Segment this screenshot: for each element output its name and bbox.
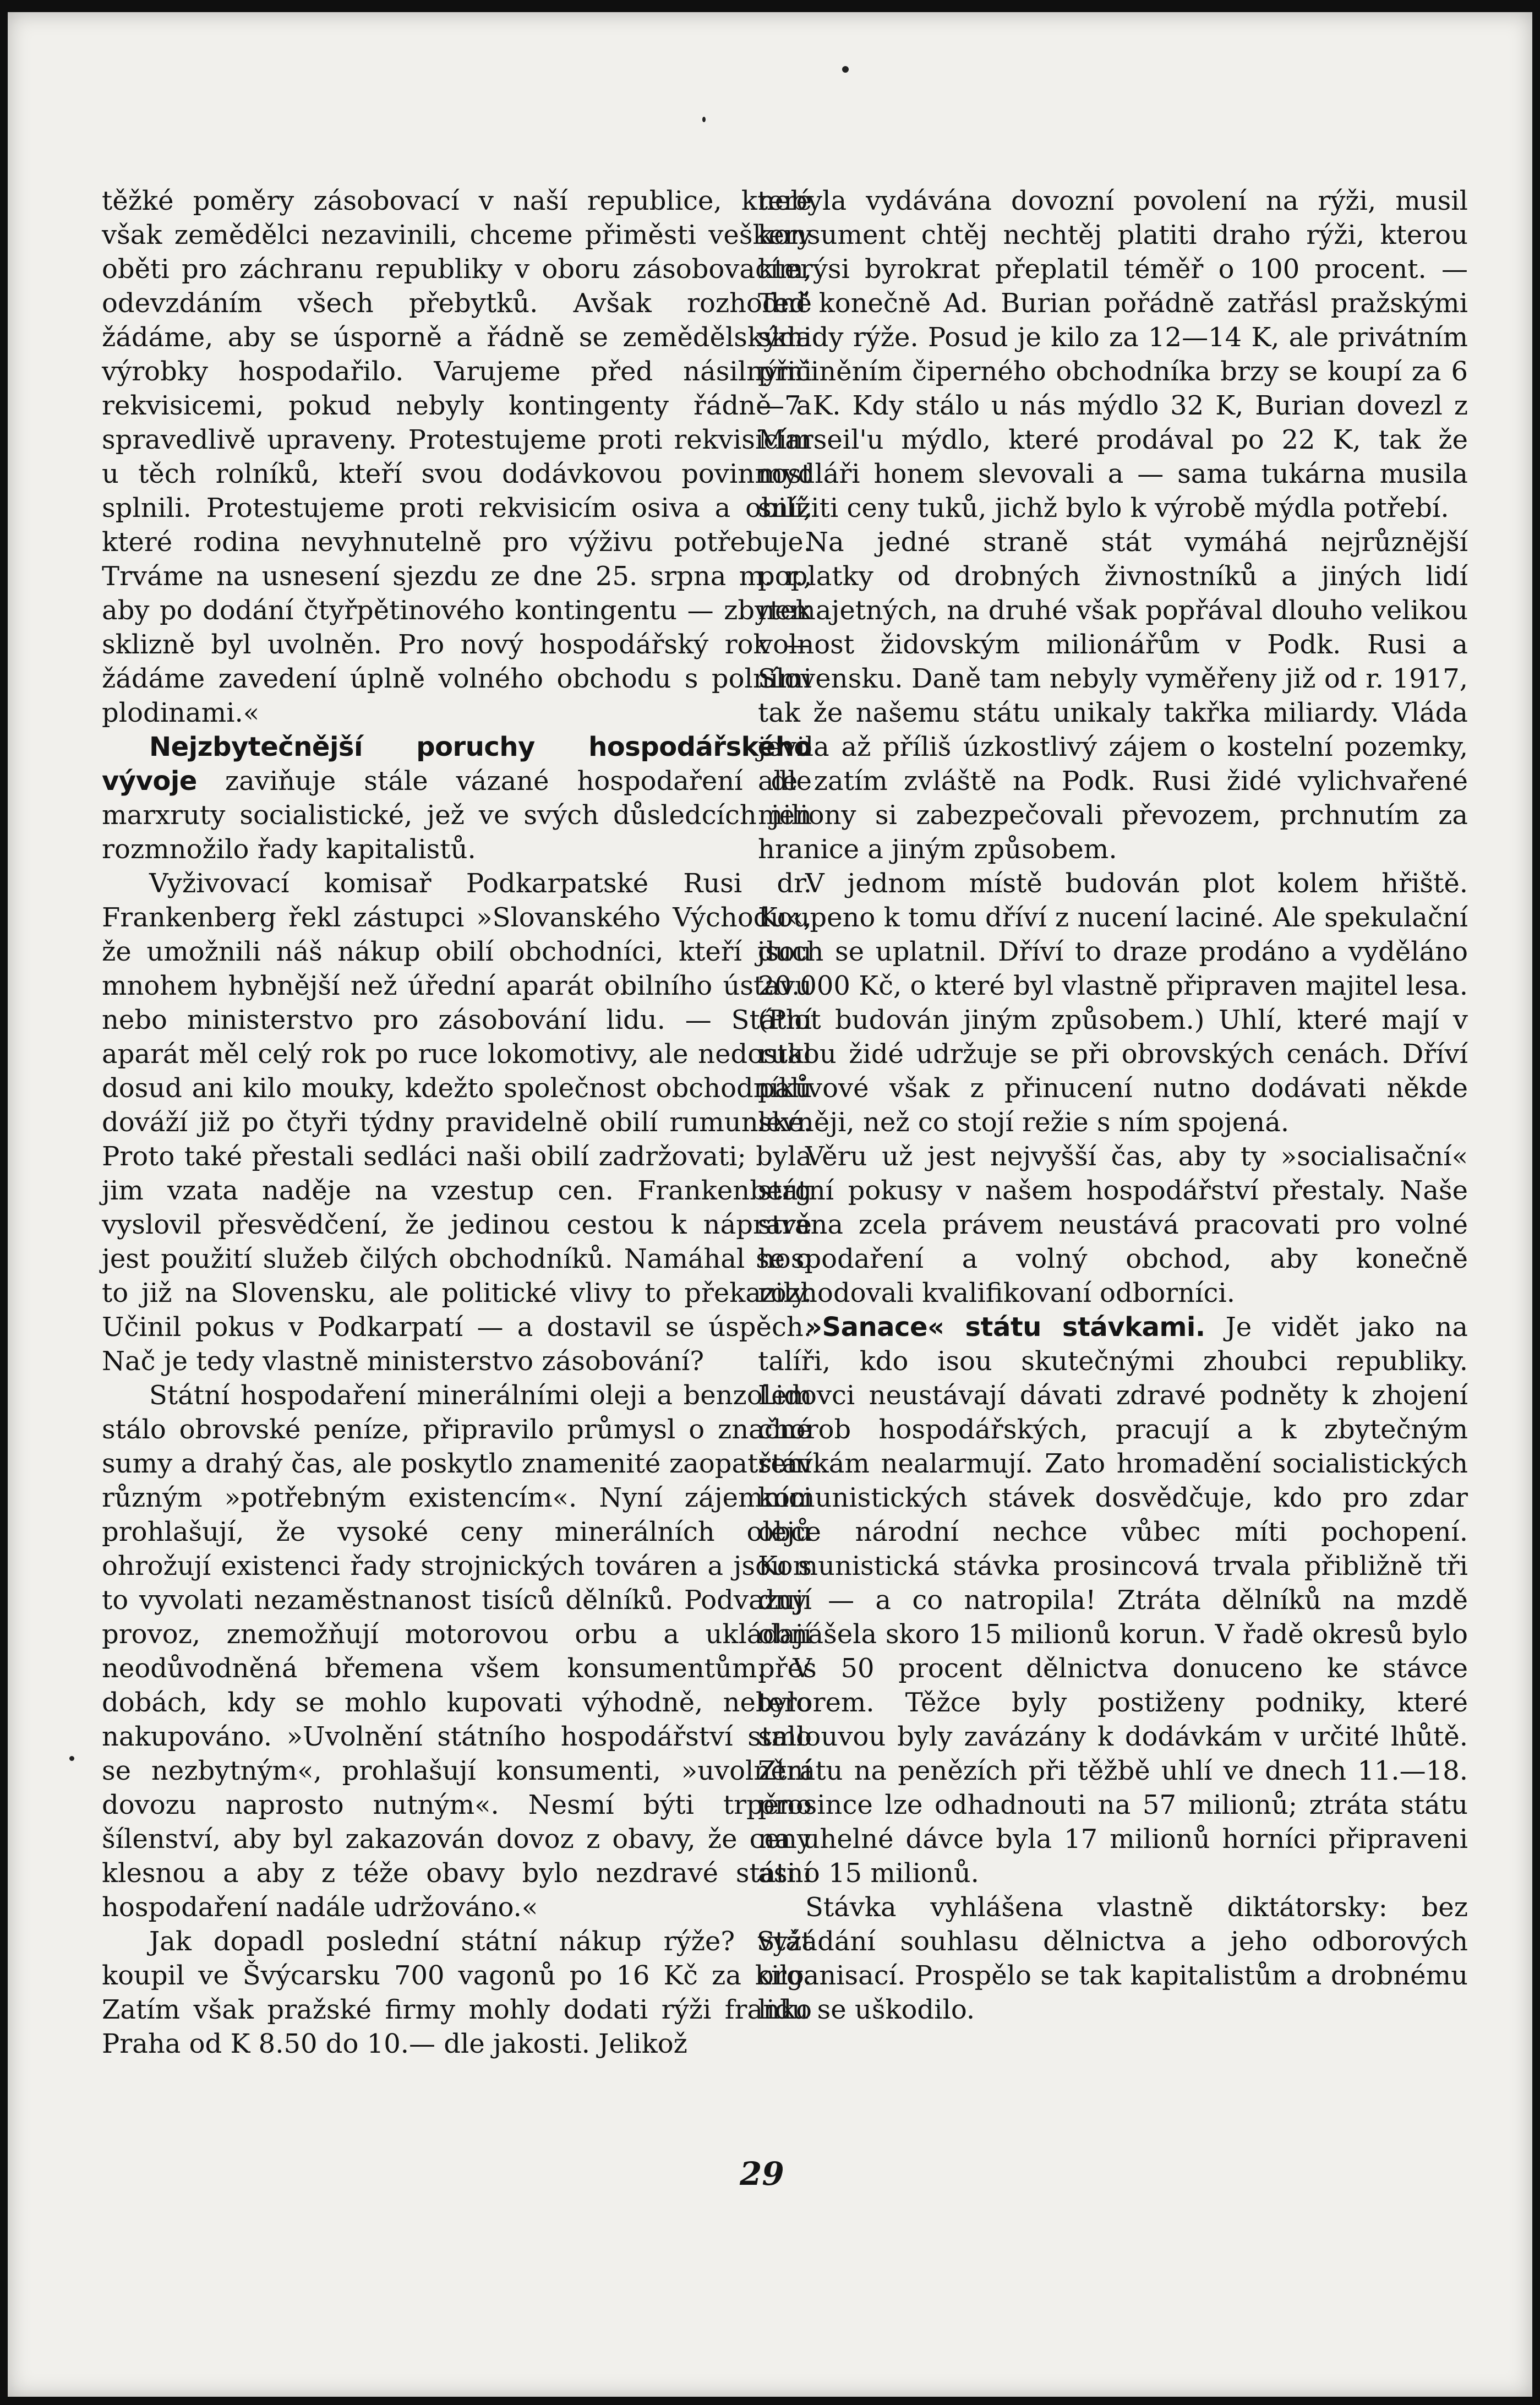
- scan-speck: [69, 1756, 74, 1761]
- left-paragraph-2: [102, 730, 812, 866]
- left-paragraph-2-text: zaviňuje stále vázané hospodaření dle marxruty socialistické, jež ve svých důsledcích jen rozmnožilo řady kapitalistů.: [102, 766, 812, 865]
- scan-speck: [702, 117, 706, 122]
- right-paragraph-5: [758, 1310, 1468, 1890]
- scanned-page: [8, 12, 1532, 2397]
- right-paragraph-5-text: Je vidět jako na talíři, kdo isou skutečnými zhoubci republiky. Lidovci neustávají dávati zdravé podněty k zhojení chorob hospodářských, pracují a k zbytečným stávkám nealarmují. Zato hromadění socialistických komunistických stávek dosvědčuje, kdo pro zdar obce národní nechce vůbec míti pochopení. Komunistická stávka prosincová trvala přibližně tři dny — a co natropila! Ztráta dělníků na mzdě obnášela skoro 15 milionů korun. V řadě okresů bylo přes 50 procent dělnictva donuceno ke stávce terorem. Těžce byly postiženy podniky, které smlouvou byly zavázány k dodávkám v určité lhůtě. Ztrátu na penězích při těžbě uhlí ve dnech 11.—18. prosince lze odhadnouti na 57 milionů; ztráta státu na uhelné dávce byla 17 milionů horníci připraveni asi o 15 milionů.: [758, 1312, 1468, 1889]
- left-paragraph-1: těžké poměry zásobovací v naší republice, které však zemědělci nezavinili, chceme přiměsti veškery oběti pro záchranu republiky v oboru zásobovacím, odevzdáním všech přebytků. Avšak rozhodně žádáme, aby se úsporně a řádně se zemědělskými výrobky hospodařilo. Varujeme před násilnými rekvisicemi, pokud nebyly kontingenty řádně a spravedlivě upraveny. Protestujeme proti rekvisicím u těch rolníků, kteří svou dodávkovou povinnost splnili. Protestujeme proti rekvisicím osiva a obilí, které rodina nevyhnutelně pro výživu potřebuje. Trváme na usnesení sjezdu ze dne 25. srpna m. r., aby po dodání čtyřpětinového kontingentu — zbytek sklizně byl uvolněn. Pro nový hospodářský rok — žádáme zavedení úplně volného obchodu s polními plodinami.«: [102, 186, 812, 728]
- left-column: [102, 184, 812, 2061]
- left-paragraph-4: Státní hospodaření minerálními oleji a benzolem stálo obrovské peníze, připravilo průmysl o značné sumy a drahý čas, ale poskytlo znamenité zaopatření různým »potřebným existencím«. Nyní zájemníci prohlašují, že vysoké ceny minerálních olejů ohrožují existenci řady strojnických továren a jsou s to vyvolati nezaměstnanost tisíců dělníků. Podvazují provoz, znemožňují motorovou orbu a ukládají neodůvodněná břemena všem konsumentům. V dobách, kdy se mohlo kupovati výhodně, nebylo nakupováno. »Uvolnění státního hospodářství stalo se nezbytným«, prohlašují konsumenti, »uvolnění dovozu naprosto nutným«. Nesmí býti trpěno šílenství, aby byl zakazován dovoz z obavy, že ceny klesnou a aby z téže obavy bylo nezdravé státní hospodaření nadále udržováno.«: [102, 1380, 812, 1923]
- left-paragraph-2-heading: Nejzbytečnější poruchy hospodářského vývoje: [102, 732, 812, 797]
- page-number: 29: [740, 2155, 784, 2193]
- right-paragraph-3: V jednom místě budován plot kolem hřiště. Koupeno k tomu dříví z nucení laciné. Ale spekulační duch se uplatnil. Dříví to draze prodáno a vyděláno 20.000 Kč, o které byl vlastně připraven majitel lesa. (Plot budován jiným způsobem.) Uhlí, které mají v rukou židé udržuje se při obrovských cenách. Dříví palivové však z přinucení nutno dodávati někde levněji, než co stojí režie s ním spojená.: [758, 868, 1468, 1138]
- right-paragraph-1: nebyla vydávána dovozní povolení na rýži, musil konsument chtěj nechtěj platiti draho rýži, kterou kterýsi byrokrat přeplatil téměř o 100 procent. — Teď konečně Ad. Burian pořádně zatřásl pražskými sklady rýže. Posud je kilo za 12—14 K, ale privátním přičiněním čiperného obchodníka brzy se koupí za 6—7 K. Kdy stálo u nás mýdlo 32 K, Burian dovezl z Marseil'u mýdlo, které prodával po 22 K, tak že mydláři honem slevovali a — sama tukárna musila snížiti ceny tuků, jichž bylo k výrobě mýdla potřebí.: [758, 186, 1468, 523]
- right-paragraph-2: Na jedné straně stát vymáhá nejrůznější poplatky od drobných živnostníků a jiných lidí nemajetných, na druhé však popřával dlouho velikou volnost židovským milionářům v Podk. Rusi a Slovensku. Daně tam nebyly vyměřeny již od r. 1917, tak že našemu státu unikaly takřka miliardy. Vláda jevila až příliš úzkostlivý zájem o kostelní pozemky, ale zatím zvláště na Podk. Rusi židé vylichvařené miliony si zabezpečovali převozem, prchnutím za hranice a jiným způsobem.: [758, 527, 1468, 865]
- left-paragraph-5: Jak dopadl poslední státní nákup rýže? Stát koupil ve Švýcarsku 700 vagonů po 16 Kč za kilo. Zatím však pražské firmy mohly dodati rýži franko Praha od K 8.50 do 10.— dle jakosti. Jelikož: [102, 1926, 812, 2059]
- left-paragraph-3: Vyživovací komisař Podkarpatské Rusi dr. Frankenberg řekl zástupci »Slovanského Východu«, že umožnili náš nákup obilí obchodníci, kteří jsou mnohem hybnější než úřední aparát obilního ústavu nebo ministerstvo pro zásobování lidu. — Státní aparát měl celý rok po ruce lokomotivy, ale nedostal dosud ani kilo mouky, kdežto společnost obchodníků dováží již po čtyři týdny pravidelně obilí rumunské. Proto také přestali sedláci naši obilí zadržovati; byla jim vzata naděje na vzestup cen. Frankenberg vyslovil přesvědčení, že jedinou cestou k nápravě jest použití služeb čilých obchodníků. Namáhal se o to již na Slovensku, ale politické vlivy to překazily. Učinil pokus v Podkarpatí — a dostavil se úspěch. Nač je tedy vlastně ministerstvo zásobování?: [102, 868, 812, 1377]
- right-column: [758, 184, 1468, 2027]
- right-paragraph-4: Věru už jest nejvyšší čas, aby ty »socialisační« státní pokusy v našem hospodářství přestaly. Naše strana zcela právem neustává pracovati pro volné hospodaření a volný obchod, aby konečně rozhodovali kvalifikovaní odborníci.: [758, 1141, 1468, 1308]
- scan-speck: [842, 66, 849, 73]
- right-paragraph-6: Stávka vyhlášena vlastně diktátorsky: bez vyžádání souhlasu dělnictva a jeho odborových organisací. Prospělo se tak kapitalistům a drobnému lidu se uškodilo.: [758, 1892, 1468, 2025]
- right-paragraph-5-heading: »Sanace« státu stávkami.: [805, 1312, 1205, 1343]
